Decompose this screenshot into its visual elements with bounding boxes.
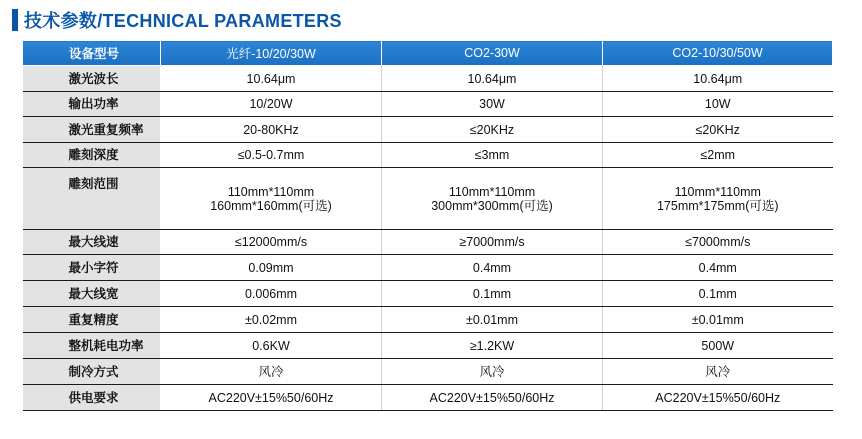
table-cell: ±0.01mm: [382, 307, 603, 333]
table-cell: 风冷: [161, 359, 382, 385]
header-cell-model: 设备型号: [23, 41, 161, 66]
table-row: [23, 307, 833, 333]
table-cell: 30W: [382, 92, 603, 117]
row-label: 激光重复频率: [23, 117, 161, 143]
table-cell: ≤7000mm/s: [603, 230, 833, 255]
table-row: [23, 92, 833, 117]
row-label: 供电要求: [23, 385, 161, 411]
table-cell: 500W: [603, 333, 833, 359]
table-cell: 0.09mm: [161, 255, 382, 281]
table-row: [23, 255, 833, 281]
table-cell: ≤20KHz: [382, 117, 603, 143]
table-cell: ≤20KHz: [603, 117, 833, 143]
row-label: 最小字符: [23, 255, 161, 281]
table-cell: 10.64μm: [382, 66, 603, 92]
row-label: 输出功率: [23, 92, 161, 117]
table-cell: 10.64μm: [161, 66, 382, 92]
table-cell: 0.006mm: [161, 281, 382, 307]
table-cell: AC220V±15%50/60Hz: [603, 385, 833, 411]
table-cell: 风冷: [603, 359, 833, 385]
table-row: [23, 333, 833, 359]
table-cell: ≥1.2KW: [382, 333, 603, 359]
table-cell: 0.1mm: [603, 281, 833, 307]
table-row: [23, 230, 833, 255]
row-label: 重复精度: [23, 307, 161, 333]
table-cell: ≤3mm: [382, 143, 603, 168]
table-cell: ±0.02mm: [161, 307, 382, 333]
table-row: [23, 359, 833, 385]
table-cell: 10.64μm: [603, 66, 833, 92]
table-cell: AC220V±15%50/60Hz: [161, 385, 382, 411]
row-label: 雕刻范围: [23, 168, 161, 230]
table-cell: ≤12000mm/s: [161, 230, 382, 255]
table-cell: 10W: [603, 92, 833, 117]
table-row: [23, 385, 833, 411]
table-cell: ≤2mm: [603, 143, 833, 168]
title-accent-bar: [12, 9, 18, 31]
table-cell: 0.1mm: [382, 281, 603, 307]
table-cell: 0.4mm: [603, 255, 833, 281]
table-row: [23, 66, 833, 92]
row-label: 整机耗电功率: [23, 333, 161, 359]
table-row: [23, 281, 833, 307]
page-title: 技术参数/TECHNICAL PARAMETERS: [24, 11, 342, 31]
table-cell: 20-80KHz: [161, 117, 382, 143]
parameters-table: [22, 40, 833, 411]
table-cell: 110mm*110mm 175mm*175mm(可选): [603, 168, 833, 230]
table-cell: 0.6KW: [161, 333, 382, 359]
table-cell: 风冷: [382, 359, 603, 385]
row-label: 制冷方式: [23, 359, 161, 385]
row-label: 激光波长: [23, 66, 161, 92]
table-cell: 110mm*110mm 160mm*160mm(可选): [161, 168, 382, 230]
header-cell-fiber: 光纤-10/20/30W: [161, 41, 382, 66]
row-label: 最大线宽: [23, 281, 161, 307]
table-cell: AC220V±15%50/60Hz: [382, 385, 603, 411]
table-header-row: [23, 41, 833, 66]
row-label: 雕刻深度: [23, 143, 161, 168]
table-cell: ≤0.5-0.7mm: [161, 143, 382, 168]
table-cell: ≥7000mm/s: [382, 230, 603, 255]
table-cell: 0.4mm: [382, 255, 603, 281]
table-row: [23, 143, 833, 168]
table-row: [23, 168, 833, 230]
table-cell: ±0.01mm: [603, 307, 833, 333]
header-cell-co2-30w: CO2-30W: [382, 41, 603, 66]
table-cell: 110mm*110mm 300mm*300mm(可选): [382, 168, 603, 230]
table-row: [23, 117, 833, 143]
table-cell: 10/20W: [161, 92, 382, 117]
section-title: [12, 8, 342, 32]
header-cell-co2-multi: CO2-10/30/50W: [603, 41, 833, 66]
row-label: 最大线速: [23, 230, 161, 255]
